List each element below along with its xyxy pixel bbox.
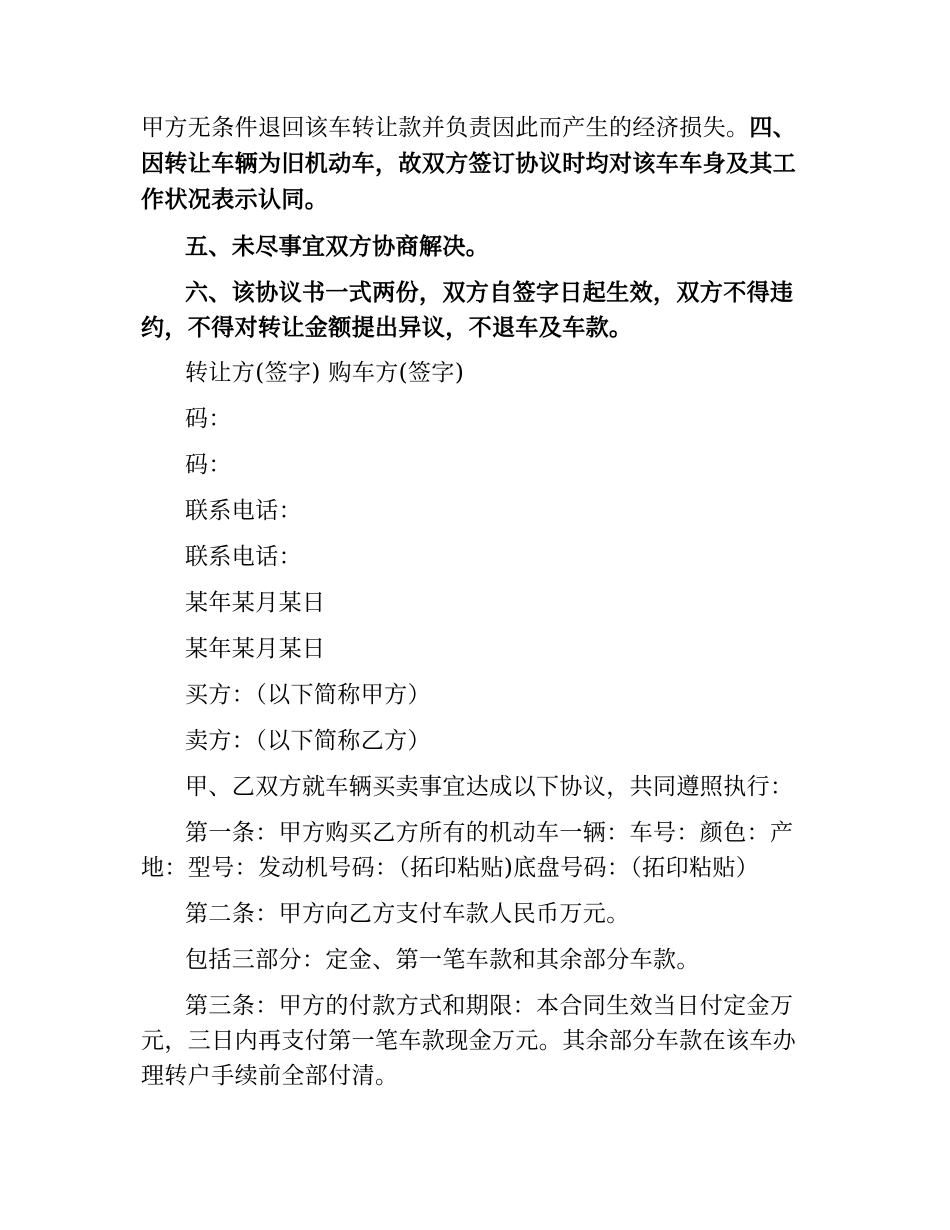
- article-2-detail: 包括三部分：定金、第一笔车款和其余部分车款。: [185, 947, 700, 973]
- clause-6-text: 六、该协议书一式两份，双方自签字日起生效，双方不得违约，不得对转让金额提出异议，不退车及车款。: [141, 279, 794, 341]
- article-2: 第二条：甲方向乙方支付车款人民币万元。: [185, 901, 630, 927]
- agreement-intro: 甲、乙双方就车辆买卖事宜达成以下协议，共同遵照执行：: [185, 774, 794, 800]
- buyer-line: 买方：（以下简称甲方）: [185, 682, 431, 708]
- article-3: 第三条：甲方的付款方式和期限：本合同生效当日付定金万元，三日内再支付第一笔车款现金万元。其余部分车款在该车办理转户手续前全部付清。: [141, 993, 797, 1089]
- phone-line-2: 联系电话：: [185, 544, 302, 570]
- id-code-line-2: 码：: [185, 452, 232, 478]
- seller-line: 卖方：（以下简称乙方）: [185, 728, 431, 754]
- clause-4-text: 四、因转让车辆为旧机动车，故双方签订协议时均对该车车身及其工作状况表示认同。: [141, 114, 797, 213]
- article-1: 第一条：甲方购买乙方所有的机动车一辆：车号：颜色：产地：型号：发动机号码：（拓印粘贴)底盘号码：（拓印粘贴）: [141, 820, 794, 881]
- date-line-1: 某年某月某日: [185, 590, 326, 616]
- id-code-line-1: 码：: [185, 406, 232, 432]
- phone-line-1: 联系电话：: [185, 498, 302, 524]
- paragraph-clause-3-end-clause-4: [141, 110, 813, 218]
- clause-5-text: 五、未尽事宜双方协商解决。: [185, 233, 490, 260]
- signature-line: 转让方(签字) 购车方(签字): [185, 360, 465, 386]
- document-body: [141, 110, 813, 1094]
- clause-3-ending-text: 甲方无条件退回该车转让款并负责因此而产生的经济损失。: [141, 115, 750, 141]
- date-line-2: 某年某月某日: [185, 636, 326, 662]
